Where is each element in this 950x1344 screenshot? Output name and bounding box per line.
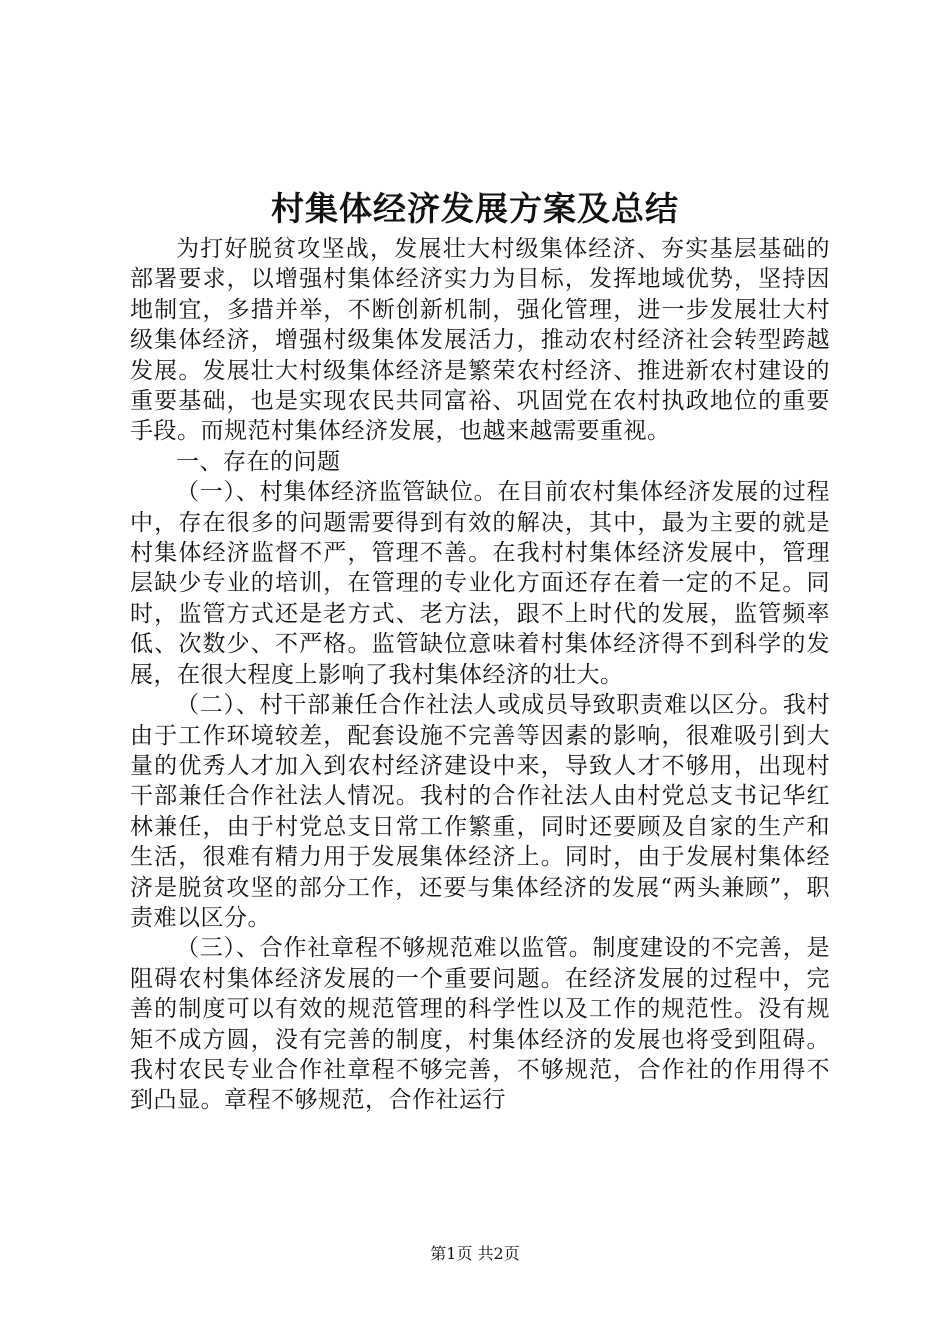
document-body xyxy=(130,234,830,1116)
page-number-footer: 第1页 共2页 xyxy=(430,1244,520,1263)
problem-paragraph-2: （二）、村干部兼任合作社法人或成员导致职责难以区分。我村由于工作环境较差，配套设施不完善等因素的影响，很难吸引到大量的优秀人才加入到农村经济建设中来，导致人才不够用，出现村干部兼任合作社法人情况。我村的合作社法人由村党总支书记华红林兼任，由于村党总支日常工作繁重，同时还要顾及自家的生产和生活，很难有精力用于发展集体经济上。同时，由于发展村集体经济是脱贫攻坚的部分工作，还要与集体经济的发展“两头兼顾”，职责难以区分。 xyxy=(130,692,830,931)
intro-paragraph: 为打好脱贫攻坚战，发展壮大村级集体经济、夯实基层基础的部署要求，以增强村集体经济实力为目标，发挥地域优势，坚持因地制宜，多措并举，不断创新机制，强化管理，进一步发展壮大村级集体经济，增强村级集体发展活力，推动农村经济社会转型跨越发展。发展壮大村级集体经济是繁荣农村经济、推进新农村建设的重要基础，也是实现农民共同富裕、巩固党在农村执政地位的重要手段。而规范村集体经济发展，也越来越需要重视。 xyxy=(130,236,830,445)
problem-paragraph-1: （一）、村集体经济监管缺位。在目前农村集体经济发展的过程中，存在很多的问题需要得到有效的解决，其中，最为主要的就是村集体经济监督不严，管理不善。在我村村集体经济发展中，管理层缺少专业的培训，在管理的专业化方面还存在着一定的不足。同时，监管方式还是老方式、老方法，跟不上时代的发展，监管频率低、次数少、不严格。监管缺位意味着村集体经济得不到科学的发展，在很大程度上影响了我村集体经济的壮大。 xyxy=(130,479,830,688)
problem-paragraph-3: （三）、合作社章程不够规范难以监管。制度建设的不完善，是阻碍农村集体经济发展的一个重要问题。在经济发展的过程中，完善的制度可以有效的规范管理的科学性以及工作的规范性。没有规矩不成方圆，没有完善的制度，村集体经济的发展也将受到阻碍。我村农民专业合作社章程不够完善，不够规范，合作社的作用得不到凸显。章程不够规范，合作社运行 xyxy=(130,935,830,1114)
document-title: 村集体经济发展方案及总结 xyxy=(271,189,679,228)
section-heading: 一、存在的问题 xyxy=(176,448,341,475)
